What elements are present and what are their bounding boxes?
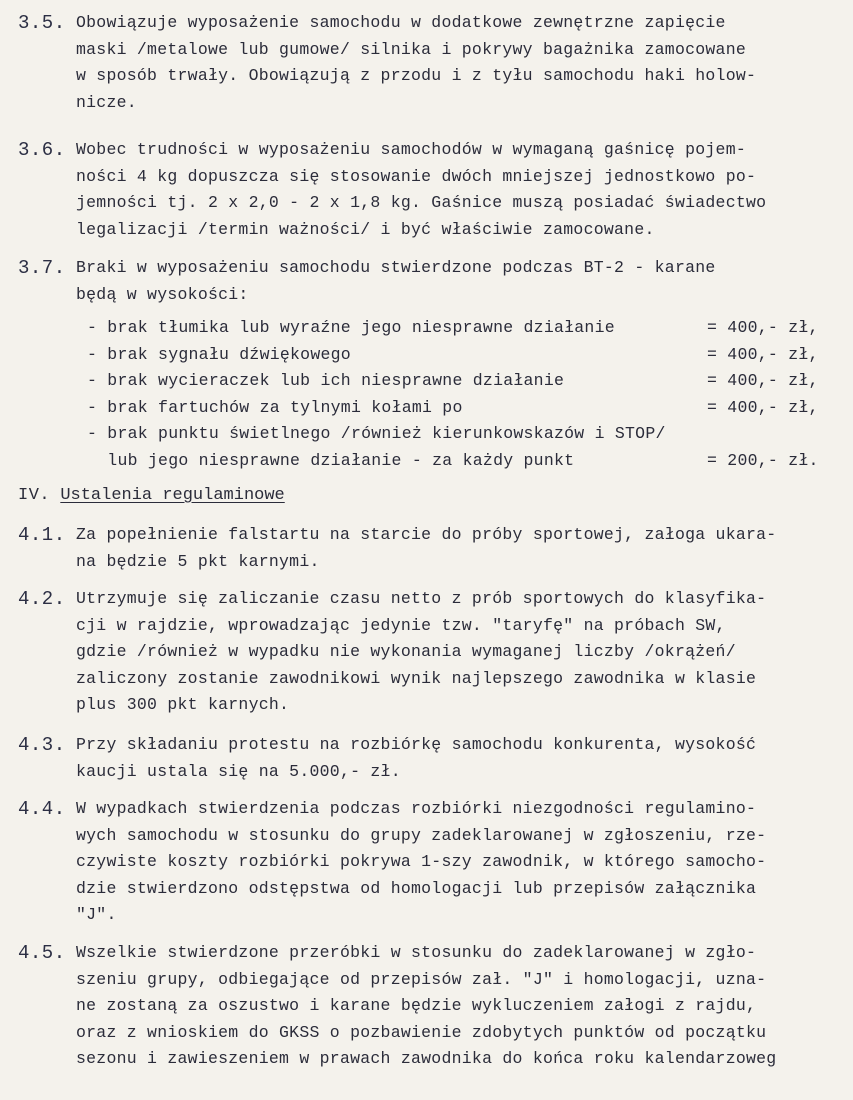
text-line: W wypadkach stwierdzenia podczas rozbiórki niezgodności regulaminо- [76, 799, 757, 818]
section-number: 4.4. [18, 798, 66, 820]
text-line: zaliczony zostanie zawodnikowi wynik najlepszego zawodnika w klasie [76, 668, 757, 688]
text-line: Utrzymuje się zaliczanie czasu netto z prób sportowych do klasyfika- [76, 589, 767, 608]
section-number: 4.5. [18, 942, 66, 964]
text-line: Za popełnienie falstartu na starcie do próby sportowej, załoga ukara- [76, 525, 777, 544]
text-line: cji w rajdzie, wprowadzając jedynie tzw. "taryfę" na próbach SW, [76, 615, 726, 635]
section-body [76, 940, 776, 1073]
text-line: w sposób trwały. Obowiązują z przodu i z tyłu samochodu haki holow- [76, 66, 757, 85]
section-number: 3.5. [18, 12, 66, 34]
section-number: 4.3. [18, 734, 66, 756]
fine-description: - brak sygnału dźwiękowego [87, 344, 351, 364]
text-line: maski /metalowe lub gumowe/ silnika i pokrywy bagażnika zamocowane [76, 39, 747, 59]
fine-amount: = 200,- zł. [707, 450, 819, 470]
text-line: Przy składaniu protestu na rozbiórkę samochodu konkurenta, wysokość [76, 735, 757, 754]
section-body [76, 137, 766, 243]
section-number: 4.1. [18, 524, 66, 546]
text-line: sezonu i zawieszeniem w prawach zawodnika do końca roku kalendarzoweg [76, 1049, 777, 1068]
text-line: Braki w wyposażeniu samochodu stwierdzone podczas BT-2 - karane [76, 258, 716, 277]
text-line: plus 300 pkt karnych. [76, 695, 290, 714]
text-line: Wobec trudności w wyposażeniu samochodów w wymaganą gaśnicę pojem- [76, 140, 747, 159]
section-body [76, 10, 756, 116]
text-line: czywiste koszty rozbiórki pokrywa 1-szy zawodnik, w którego samocho- [76, 852, 767, 871]
text-line: będą w wysokości: [76, 284, 249, 304]
fine-amount: = 400,- zł, [707, 318, 819, 337]
section-number: 3.7. [18, 257, 66, 279]
chapter-heading [18, 483, 285, 509]
text-line: ne zostaną za oszustwo i karane będzie wykluczeniem załogi z rajdu, [76, 996, 757, 1015]
text-line: wych samochodu w stosunku do grupy zadeklarowanej w zgłoszeniu, rze- [76, 825, 767, 845]
fine-description: lub jego niesprawne działanie - za każdy punkt [87, 450, 575, 470]
text-line: oraz z wnioskiem do GKSS o pozbawienie zdobytych punktów od początku [76, 1022, 767, 1042]
text-line: nicze. [76, 92, 137, 112]
text-line: szeniu grupy, odbiegające od przepisów zał. "J" i homologacji, uzna- [76, 969, 767, 989]
text-line: jemności tj. 2 x 2,0 - 2 x 1,8 kg. Gaśnice muszą posiadać świadectwo [76, 193, 767, 212]
fine-amount: = 400,- zł, [707, 344, 819, 364]
section-body [76, 522, 776, 575]
text-line: gdzie /również w wypadku nie wykonania wymaganej liczby /okrążeń/ [76, 642, 736, 661]
section-number: 4.2. [18, 588, 66, 610]
text-line: legalizacji /termin ważności/ i być właściwie zamocowane. [76, 219, 655, 239]
text-line: na będzie 5 pkt karnymi. [76, 551, 320, 571]
section-body [76, 796, 766, 929]
text-line: kaucji ustala się na 5.000,- zł. [76, 761, 401, 781]
chapter-number: IV. [18, 486, 51, 505]
section-body [76, 255, 716, 308]
text-line: "J". [76, 905, 117, 924]
fine-description: - brak wycieraczek lub ich niesprawne działanie [87, 371, 565, 390]
text-line: Obowiązuje wyposażenie samochodu w dodatkowe zewnętrzne zapięcie [76, 13, 726, 32]
text-line: Wszelkie stwierdzone przeróbki w stosunku do zadeklarowanej w zgło- [76, 943, 757, 962]
section-number: 3.6. [18, 139, 66, 161]
fine-description: - brak fartuchów za tylnymi kołami po [87, 397, 463, 417]
chapter-title: Ustalenia regulaminowe [60, 486, 285, 505]
fine-description: - brak punktu świetlnego /również kierunkowskazów i STOP/ [87, 424, 666, 443]
fine-amount: = 400,- zł, [707, 371, 819, 390]
fine-amount: = 400,- zł, [707, 397, 819, 417]
section-body [76, 586, 766, 719]
section-body [76, 732, 756, 785]
fine-description: - brak tłumika lub wyraźne jego niesprawne działanie [87, 318, 615, 337]
text-line: ności 4 kg dopuszcza się stosowanie dwóch mniejszej jednostkowo po- [76, 166, 757, 186]
text-line: dzie stwierdzono odstępstwa od homologacji lub przepisów załącznika [76, 878, 757, 898]
